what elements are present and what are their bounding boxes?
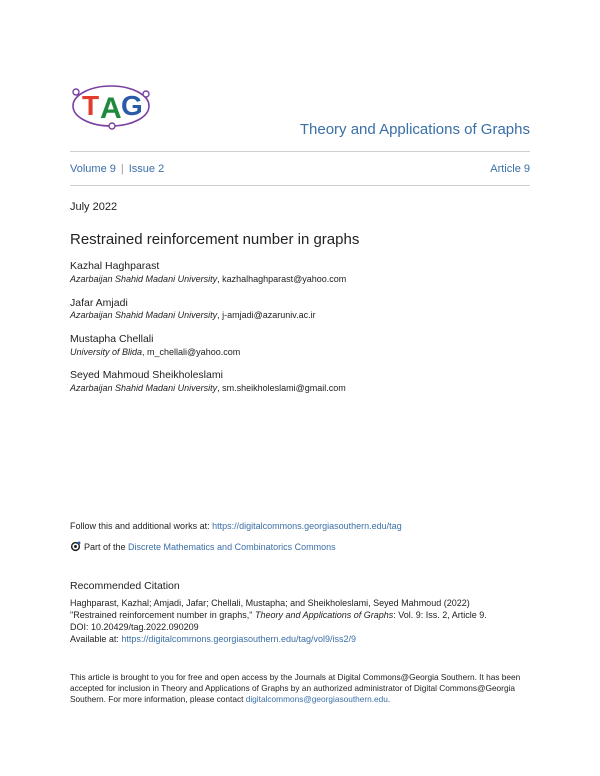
follow-line: Follow this and additional works at: https://digitalcommons.georgiasouthern.edu/tag — [70, 521, 402, 531]
author-affiliation: Azarbaijan Shahid Madani University, j-amjadi@azaruniv.ac.ir — [70, 310, 316, 320]
svg-text:A: A — [100, 92, 122, 125]
tag-logo — [68, 82, 154, 132]
citation-block: Haghparast, Kazhal; Amjadi, Jafar; Chellali, Mustapha; and Sheikholeslami, Seyed Mahmoud (2022) "Restrained reinforcement number in graphs," Theory and Applications of Graphs: Vol. 9: Iss. 2, Article 9. DOI: 10.20429/tag.2022.090209 Available at: https://digitalcommons.georgiasouthern.edu/tag/vol9/iss2/9 — [70, 598, 487, 644]
citation-link[interactable]: https://digitalcommons.georgiasouthern.edu/tag/vol9/iss2/9 — [121, 634, 357, 644]
commons-link[interactable]: Discrete Mathematics and Combinatorics Commons — [128, 542, 336, 552]
author-name: Mustapha Chellali — [70, 333, 154, 345]
part-of-line: Part of the Discrete Mathematics and Combinatorics Commons — [70, 541, 336, 552]
network-icon — [70, 541, 81, 552]
contact-email-link[interactable]: digitalcommons@georgiasouthern.edu — [245, 694, 388, 704]
author-affiliation: University of Blida, m_chellali@yahoo.com — [70, 347, 241, 357]
svg-text:G: G — [121, 90, 143, 121]
footer-notice: This article is brought to you for free and open access by the Journals at Digital Commons@Georgia Southern. It has been accepted for inclusion in Theory and Applications of Graphs by an authorized administrator of Digital Commons@Georgia Southern. For more information, please contact digitalcommons@georgiasouthern.edu. — [70, 672, 521, 704]
follow-link[interactable]: https://digitalcommons.georgiasouthern.edu/tag — [212, 521, 402, 531]
author-affiliation: Azarbaijan Shahid Madani University, sm.sheikholeslami@gmail.com — [70, 383, 346, 393]
publication-date: July 2022 — [70, 201, 118, 213]
author-name: Jafar Amjadi — [70, 297, 128, 309]
article-title: Restrained reinforcement number in graphs — [70, 231, 360, 248]
divider-top — [70, 151, 530, 152]
svg-text:T: T — [82, 90, 100, 121]
article-link[interactable]: Article 9 — [490, 163, 530, 175]
volume-link[interactable]: Volume 9 — [70, 163, 116, 175]
journal-title[interactable]: Theory and Applications of Graphs — [299, 121, 530, 138]
recommended-citation-heading: Recommended Citation — [70, 580, 180, 592]
author-affiliation: Azarbaijan Shahid Madani University, kazhalhaghparast@yahoo.com — [70, 274, 347, 284]
volume-issue: Volume 9 | Issue 2 — [70, 163, 165, 175]
issue-link[interactable]: Issue 2 — [128, 163, 165, 175]
author-name: Seyed Mahmoud Sheikholeslami — [70, 369, 223, 381]
author-name: Kazhal Haghparast — [70, 260, 160, 272]
divider-bottom — [70, 185, 530, 186]
